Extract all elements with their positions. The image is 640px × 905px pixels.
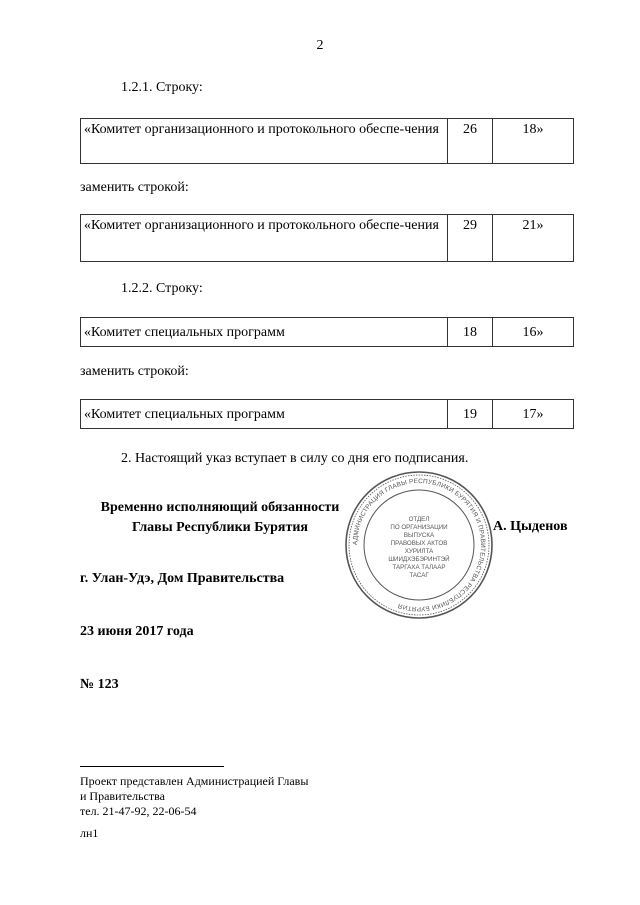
item-1-new-row	[80, 214, 574, 262]
footnote-line-1: Проект представлен Администрацией Главы	[80, 774, 309, 788]
item-1-old-value-b: 18»	[493, 119, 574, 164]
item-2-new-value-a: 19	[448, 400, 493, 429]
item-2-new-name: «Комитет специальных программ	[81, 400, 448, 429]
item-2-old-name: «Комитет специальных программ	[81, 318, 448, 347]
seal-line-5: ХУРИЛТА	[404, 548, 434, 555]
clause-2: 2. Настоящий указ вступает в силу со дня его подписания.	[121, 451, 469, 466]
seal-line-7: ТАРГАХА ТАЛААР	[392, 564, 446, 571]
seal-outer-text-path: АДМИНИСТРАЦИЯ ГЛАВЫ РЕСПУБЛИКИ БУРЯТИЯ И ПРАВИТЕЛЬСТВА РЕСПУБЛИКИ БУРЯТИЯ	[351, 477, 487, 613]
item-2-heading: 1.2.2. Строку:	[121, 281, 203, 296]
item-1-new-value-a: 29	[448, 215, 493, 262]
item-2-old-row	[80, 317, 574, 347]
seal-line-6: ШИИДХЭБЭРИНТЭЙ	[388, 556, 450, 563]
footnote	[80, 774, 308, 819]
item-1-old-name: «Комитет организационного и протокольного обеспе-чения	[81, 119, 448, 164]
item-1-old-row	[80, 118, 574, 164]
signature-position-line2: Главы Республики Бурятия	[131, 520, 308, 535]
item-2-old-value-b: 16»	[493, 318, 574, 347]
signature-position-line1: Временно исполняющий обязанности	[100, 500, 340, 515]
item-2-new-row	[80, 399, 574, 429]
signing-place: г. Улан-Удэ, Дом Правительства	[80, 571, 285, 586]
seal-line-1: ОТДЕЛ	[408, 516, 430, 523]
footnote-line-2: и Правительства	[80, 789, 165, 803]
item-1-heading: 1.2.1. Строку:	[121, 80, 203, 95]
seal-line-4: ПРАВОВЫХ АКТОВ	[390, 540, 448, 547]
signature-position	[80, 498, 360, 538]
document-number: № 123	[80, 677, 119, 692]
signing-date: 23 июня 2017 года	[80, 624, 194, 639]
seal-line-8: ТАСАГ	[409, 572, 429, 579]
seal-line-2: ПО ОРГАНИЗАЦИИ	[390, 524, 448, 531]
footnote-line-3: тел. 21-47-92, 22-06-54	[80, 804, 197, 818]
item-2-replace-text: заменить строкой:	[80, 364, 189, 379]
page-number: 2	[316, 38, 324, 53]
signature-name: А. Цыденов	[493, 519, 568, 534]
seal-center-text	[388, 516, 449, 579]
item-2-old-value-a: 18	[448, 318, 493, 347]
seal-line-3: ВЫПУСКА	[403, 532, 435, 539]
item-2-new-value-b: 17»	[493, 400, 574, 429]
item-1-old-value-a: 26	[448, 119, 493, 164]
item-1-replace-text: заменить строкой:	[80, 180, 189, 195]
item-1-new-value-b: 21»	[493, 215, 574, 262]
footnote-code: лн1	[80, 826, 99, 840]
official-seal	[344, 470, 494, 620]
footnote-divider	[80, 766, 224, 767]
item-1-new-name: «Комитет организационного и протокольного обеспе-чения	[81, 215, 448, 262]
